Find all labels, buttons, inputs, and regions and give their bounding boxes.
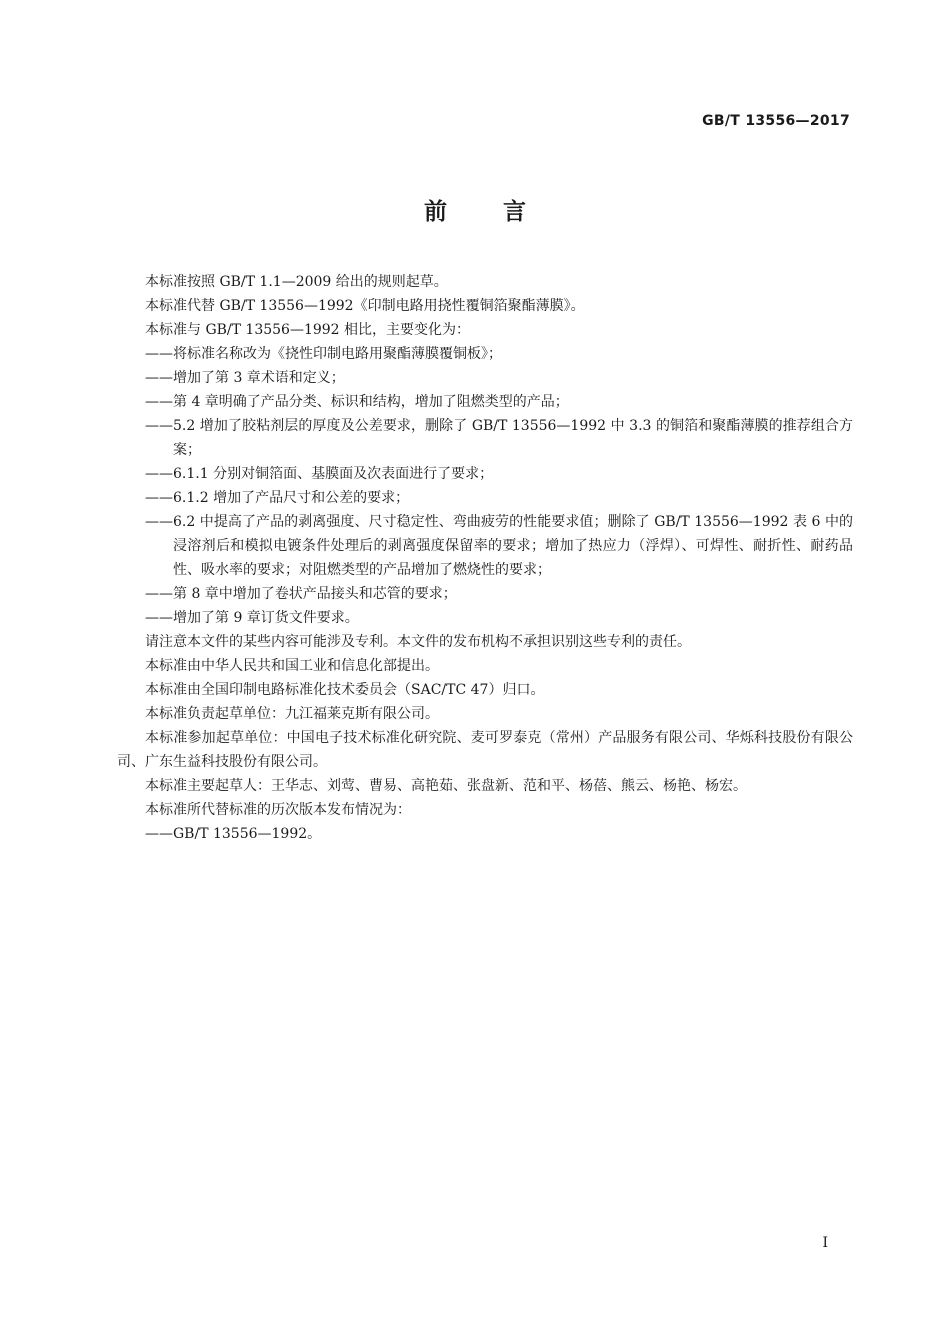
- change-item: ——将标准名称改为《挠性印制电路用聚酯薄膜覆铜板》；: [145, 346, 502, 362]
- change-item: ——第 8 章中增加了卷状产品接头和芯管的要求；: [145, 586, 457, 602]
- changes-intro-paragraph: 本标准与 GB/T 13556—1992 相比，主要变化为：: [145, 322, 471, 338]
- change-item: ——第 4 章明确了产品分类、标识和结构，增加了阻燃类型的产品；: [145, 394, 569, 410]
- drafting-rule-paragraph: 本标准按照 GB/T 1.1—2009 给出的规则起草。: [145, 274, 448, 290]
- change-item: ——增加了第 9 章订货文件要求。: [145, 610, 359, 626]
- foreword-body: [117, 270, 853, 846]
- change-item: ——6.1.1 分别对铜箔面、基膜面及次表面进行了要求；: [145, 466, 494, 482]
- change-item: ——5.2 增加了胶粘剂层的厚度及公差要求，删除了 GB/T 13556—1992 中 3.3 的铜箔和聚酯薄膜的推荐组合方案；: [145, 418, 853, 458]
- lead-drafter-paragraph: 本标准负责起草单位：九江福莱克斯有限公司。: [145, 706, 439, 722]
- drafters-paragraph: 本标准主要起草人：王华志、刘莺、曹易、高艳茹、张盘新、范和平、杨蓓、熊云、杨艳、杨宏。: [145, 778, 747, 794]
- standard-number: GB/T 13556—2017: [702, 113, 850, 129]
- history-item: ——GB/T 13556—1992。: [145, 826, 322, 842]
- change-item: ——增加了第 3 章术语和定义；: [145, 370, 345, 386]
- history-intro-paragraph: 本标准所代替标准的历次版本发布情况为：: [145, 802, 411, 818]
- replacement-paragraph: 本标准代替 GB/T 13556—1992《印制电路用挠性覆铜箔聚酯薄膜》。: [145, 298, 585, 314]
- page-title: 前言: [424, 199, 582, 225]
- committee-paragraph: 本标准由全国印制电路标准化技术委员会（SAC/TC 47）归口。: [145, 682, 545, 698]
- page-number: I: [822, 1235, 828, 1251]
- change-item: ——6.2 中提高了产品的剥离强度、尺寸稳定性、弯曲疲劳的性能要求值；删除了 GB/T 13556—1992 表 6 中的浸溶剂后和模拟电镀条件处理后的剥离强度保留率的要求；增加了热应力（浮焊）、可焊性、耐折性、耐药品性、吸水率的要求；对阻燃类型的产品增加了燃烧性的要求；: [145, 514, 853, 578]
- participating-drafters-paragraph: 本标准参加起草单位：中国电子技术标准化研究院、麦可罗泰克（常州）产品服务有限公司、华烁科技股份有限公司、广东生益科技股份有限公司。: [117, 730, 853, 770]
- patent-notice-paragraph: 请注意本文件的某些内容可能涉及专利。本文件的发布机构不承担识别这些专利的责任。: [145, 634, 691, 650]
- proposer-paragraph: 本标准由中华人民共和国工业和信息化部提出。: [145, 658, 439, 674]
- change-item: ——6.1.2 增加了产品尺寸和公差的要求；: [145, 490, 410, 506]
